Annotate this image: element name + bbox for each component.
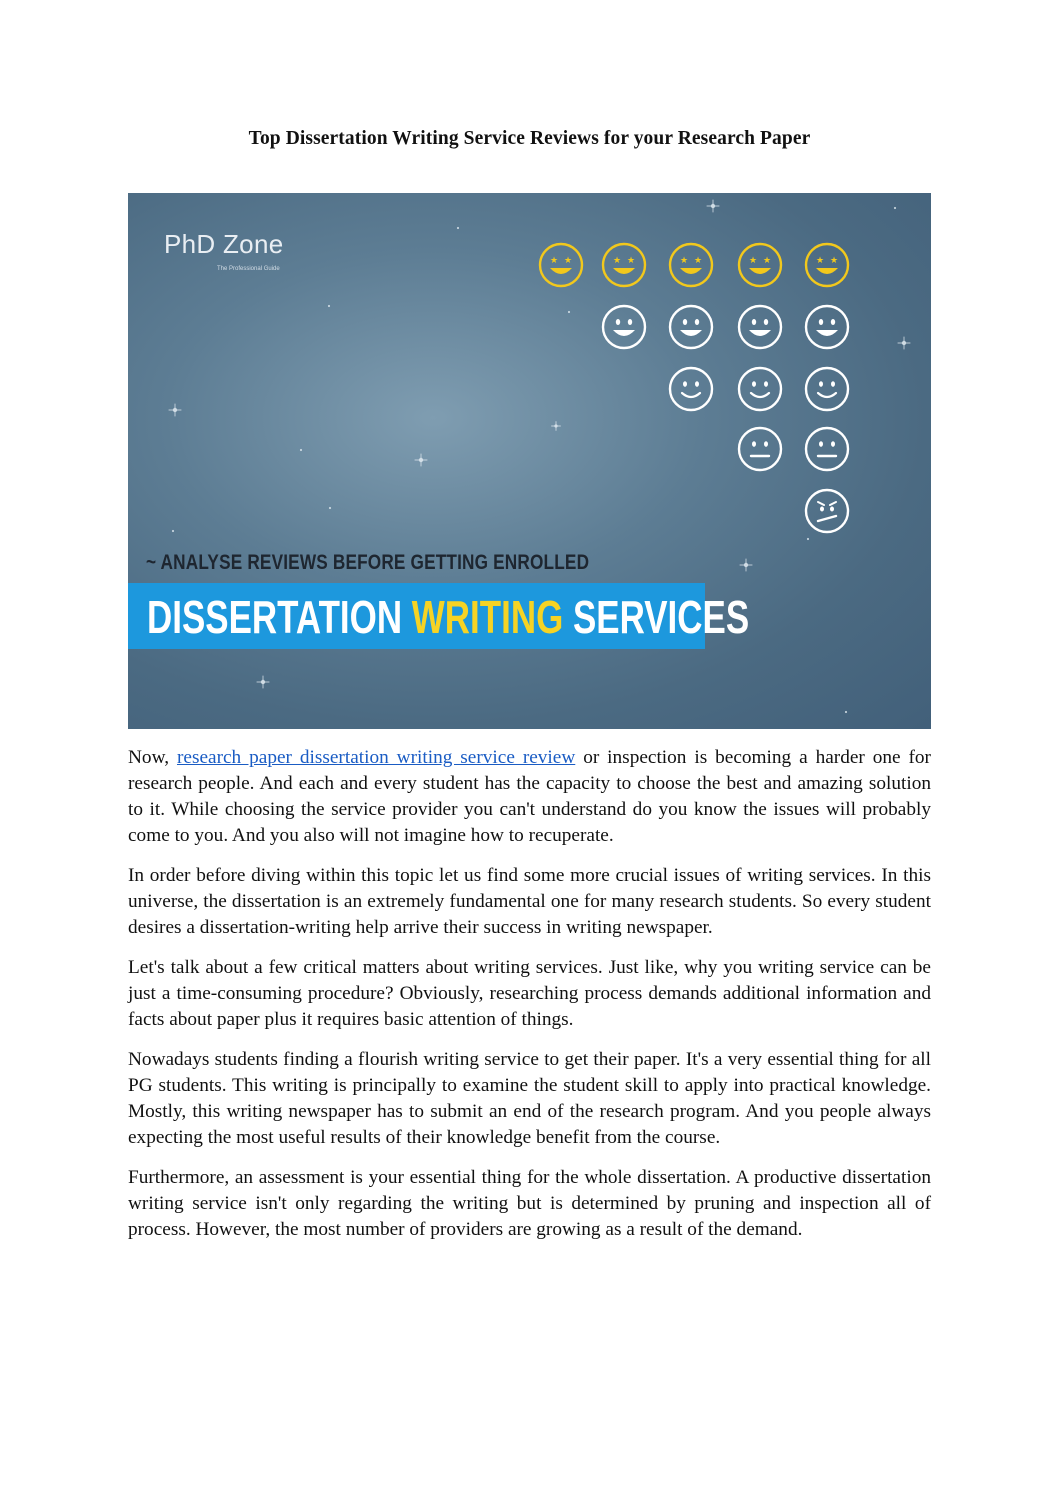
star-eyes-face-icon [670,244,712,286]
sparkle-icon [898,337,911,350]
sparkle-icon [740,559,753,572]
headline-highlight: WRITING [411,591,564,643]
sparkle-icon [707,200,720,213]
svg-text:★: ★ [815,256,825,266]
sparkle-icon [300,449,302,451]
neutral-face-icon [739,428,781,470]
banner-tagline: ~ ANALYSE REVIEWS BEFORE GETTING ENROLLED [146,551,590,574]
banner-image [128,193,931,729]
headline-part-2: SERVICES [563,591,750,643]
sparkle-icon [329,507,331,509]
big-smile-face-icon [806,306,848,348]
review-link[interactable]: research paper dissertation writing service review [176,747,576,768]
smile-face-icon [806,368,848,410]
sparkle-icon [457,227,459,229]
sparkle-icon [169,404,182,417]
star-eyes-face-icon [739,244,781,286]
paragraph-1-lead: Now, [128,747,177,768]
svg-text:★: ★ [563,256,573,266]
paragraph-3: Let's talk about a few critical matters about writing services. Just like, why you writing service can be just a time-consuming procedure? Obviously, researching process demands additional information and facts about paper plus it requires basic attention of things. [128,957,931,1030]
phdzone-logo [164,229,284,272]
logo-tagline: The Professional Guide [217,266,280,272]
sparkle-icon [551,421,561,431]
sparkle-icon [568,311,570,313]
sparkle-icon [257,676,270,689]
star-eyes-face-icon [603,244,645,286]
smile-face-icon [739,368,781,410]
svg-text:★: ★ [693,256,703,266]
star-eyes-face-icon [806,244,848,286]
star-eyes-face-icon [540,244,582,286]
big-smile-face-icon [603,306,645,348]
svg-text:★: ★ [829,256,839,266]
svg-text:★: ★ [762,256,772,266]
paragraph-5: Furthermore, an assessment is your essential thing for the whole dissertation. A productive dissertation writing service isn't only regarding the writing but is determined by pruning and inspection all of process. However, the most number of providers are growing as a result of the demand. [128,1167,931,1240]
logo-wordmark: PhD Zone [164,229,284,259]
banner-headline [128,583,750,649]
svg-text:★: ★ [679,256,689,266]
big-smile-face-icon [670,306,712,348]
sparkle-icon [415,454,428,467]
sparkle-icon [845,711,847,713]
sparkle-icon [328,305,330,307]
smile-face-icon [670,368,712,410]
svg-text:★: ★ [612,256,622,266]
sparkle-icon [894,207,896,209]
rating-faces [540,244,848,532]
document-title: Top Dissertation Writing Service Reviews for your Research Paper [248,128,811,149]
paragraph-2: In order before diving within this topic let us find some more crucial issues of writing services. In this universe, the dissertation is an extremely fundamental one for many research students. So every student desires a dissertation-writing help arrive their success in writing newspaper. [128,865,931,938]
article-body [128,745,931,1257]
big-smile-face-icon [739,306,781,348]
paragraph-4: Nowadays students finding a flourish writing service to get their paper. It's a very essential thing for all PG students. This writing is principally to examine the student skill to apply into practical knowledge. Mostly, this writing newspaper has to submit an end of the research program. And you people always expecting the most useful results of their knowledge benefit from the course. [128,1049,931,1148]
angry-face-icon [806,490,848,532]
sparkle-icon [172,530,174,532]
paragraph-1 [128,745,931,849]
headline-part-1: DISSERTATION [147,591,412,643]
svg-text:★: ★ [626,256,636,266]
sparkle-icon [807,538,809,540]
neutral-face-icon [806,428,848,470]
svg-text:★: ★ [748,256,758,266]
paragraph-1-rest: or inspection is becoming a harder one for research people. And each and every student has the capacity to choose the best and amazing solution to it. While choosing the service provider you can't understand do you know the issues will probably come to you. And you also will not imagine how to recuperate. [128,747,931,846]
svg-text:★: ★ [549,256,559,266]
